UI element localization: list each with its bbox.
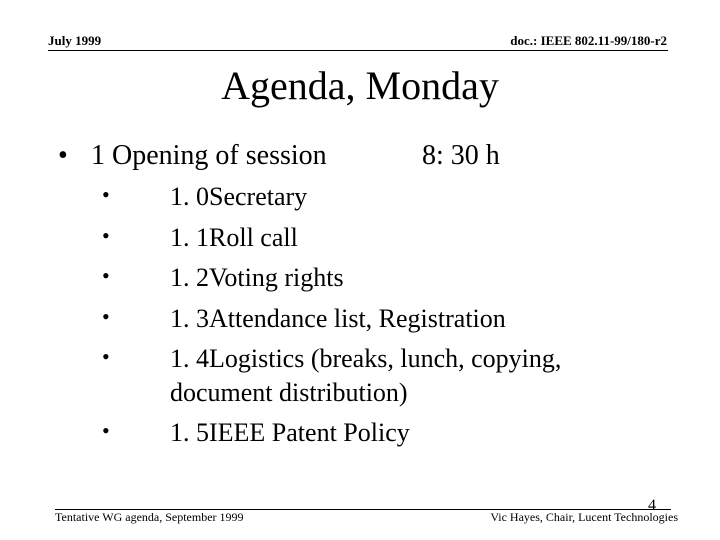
sub-item-text: Roll call [209, 223, 298, 252]
sub-item-number: 1. 3 [170, 304, 209, 333]
sub-item-label [170, 344, 561, 374]
sub-item-text: Logistics (breaks, lunch, copying, [209, 344, 562, 373]
sub-item-label [170, 418, 410, 448]
bullet: • [102, 223, 110, 248]
bullet: • [102, 418, 110, 443]
header-date: July 1999 [48, 33, 102, 48]
sub-item-number: 1. 5 [170, 418, 209, 447]
sub-item-label [170, 223, 298, 253]
main-item-text: 1 Opening of session [91, 140, 327, 171]
sub-item-number: 1. 1 [170, 223, 209, 252]
sub-item-number: 1. 4 [170, 344, 209, 373]
footer-left-text: Tentative WG agenda, September 1999 [55, 510, 244, 524]
bullet: • [102, 344, 110, 369]
bullet: • [102, 263, 110, 288]
sub-item-text: Voting rights [209, 263, 344, 292]
sub-item-number: 1. 0 [170, 182, 209, 211]
sub-item-label [170, 304, 506, 334]
bullet: • [102, 304, 110, 329]
sub-item-text: IEEE Patent Policy [209, 418, 410, 447]
sub-item-label [170, 182, 307, 212]
page-number: 4 [648, 497, 656, 514]
header-doc-id: doc.: IEEE 802.11-99/180-r2 [510, 33, 667, 48]
sub-item-text: document distribution) [170, 378, 408, 407]
footer-right-text: Vic Hayes, Chair, Lucent Technologies [490, 510, 678, 524]
sub-item-text: Secretary [209, 182, 308, 211]
bullet: • [102, 182, 110, 207]
main-item-time: 8: 30 h [422, 140, 500, 171]
header-rule [48, 50, 668, 51]
bullet: • [58, 140, 68, 171]
sub-item-label [170, 263, 344, 293]
sub-item-text: Attendance list, Registration [209, 304, 506, 333]
sub-item-number: 1. 2 [170, 263, 209, 292]
slide-title: Agenda, Monday [221, 63, 499, 108]
